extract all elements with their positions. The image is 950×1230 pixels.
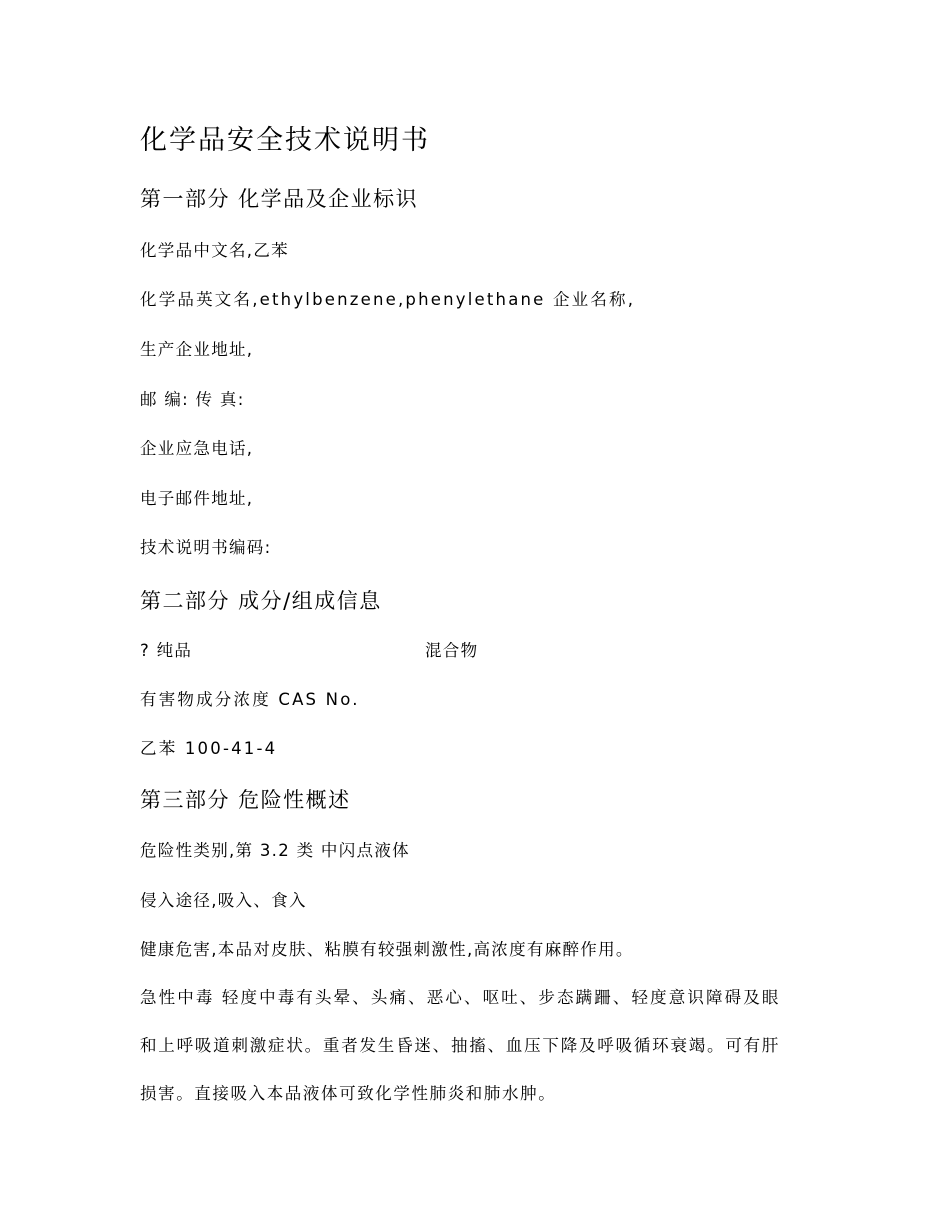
postal-fax: 邮 编: 传 真: <box>140 390 245 409</box>
document-title: 化学品安全技术说明书 <box>140 125 430 156</box>
email-address: 电子邮件地址, <box>140 489 254 508</box>
emergency-phone: 企业应急电话, <box>140 439 254 458</box>
acute-poisoning-paragraph: 急性中毒 轻度中毒有头晕、头痛、恶心、呕吐、步态蹒跚、轻度意识障碍及眼和上呼吸道刺激症状。重者发生昏迷、抽搐、血压下降及呼吸循环衰竭。可有肝损害。直接吸入本品液体可致化学性肺炎和肺水肿。 <box>140 988 780 1103</box>
composition-header-row: 有害物成分浓度 CAS No. <box>140 690 360 709</box>
part1-heading: 第一部分 化学品及企业标识 <box>140 187 419 211</box>
pure-substance-label: ? 纯品 <box>140 641 193 660</box>
part3-heading: 第三部分 危险性概述 <box>140 788 351 812</box>
sds-code: 技术说明书编码: <box>140 538 272 557</box>
composition-component-row: 乙苯 100-41-4 <box>140 739 278 758</box>
hazard-class: 危险性类别,第 3.2 类 中闪点液体 <box>140 841 410 860</box>
company-address: 生产企业地址, <box>140 340 254 359</box>
chemical-cn-name: 化学品中文名,乙苯 <box>140 241 289 260</box>
chemical-en-name: 化学品英文名,ethylbenzene,phenylethane 企业名称, <box>140 290 636 309</box>
health-hazard: 健康危害,本品对皮肤、粘膜有较强刺激性,高浓度有麻醉作用。 <box>140 940 634 959</box>
composition-type-row <box>140 639 780 663</box>
part2-heading: 第二部分 成分/组成信息 <box>140 589 382 613</box>
mixture-label: 混合物 <box>425 641 479 660</box>
exposure-route: 侵入途径,吸入、食入 <box>140 891 307 910</box>
